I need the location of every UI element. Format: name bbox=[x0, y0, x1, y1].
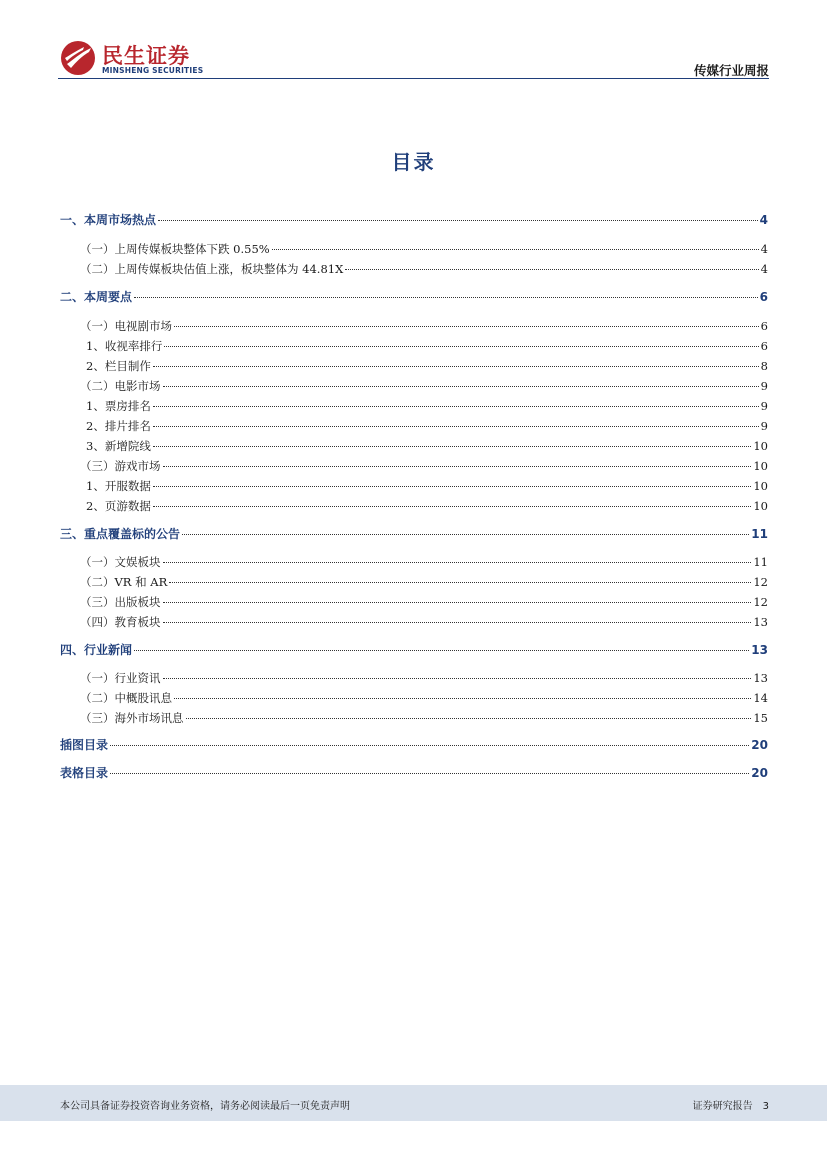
toc-dot-leader bbox=[110, 745, 749, 746]
toc-entry-page: 13 bbox=[753, 671, 768, 685]
toc-entry-label: 1、开服数据 bbox=[86, 479, 151, 493]
toc-dot-leader bbox=[153, 446, 752, 447]
toc-entry-page: 10 bbox=[753, 439, 768, 453]
toc-dot-leader bbox=[153, 406, 759, 407]
toc-dot-leader bbox=[153, 366, 759, 367]
toc-dot-leader bbox=[163, 562, 752, 563]
toc-entry-label: 一、本周市场热点 bbox=[60, 213, 157, 227]
toc-entry-page: 10 bbox=[753, 479, 768, 493]
footer-report-label: 证券研究报告 bbox=[692, 1101, 753, 1112]
toc-dot-leader bbox=[163, 602, 752, 603]
toc-entry[interactable] bbox=[60, 553, 768, 571]
toc-entry-page: 6 bbox=[760, 339, 768, 353]
toc-entry-page: 12 bbox=[753, 595, 768, 609]
toc-entry-page: 15 bbox=[753, 711, 768, 725]
logo-chinese-name: 民生证券 bbox=[102, 44, 190, 68]
toc-entry-label: 2、排片排名 bbox=[86, 419, 151, 433]
toc-entry-page: 6 bbox=[759, 290, 768, 304]
toc-entry-label: （一）行业资讯 bbox=[80, 671, 161, 685]
toc-dot-leader bbox=[174, 698, 751, 699]
toc-entry-label: （三）游戏市场 bbox=[80, 459, 161, 473]
minsheng-logo bbox=[58, 38, 218, 80]
toc-dot-leader bbox=[163, 622, 752, 623]
toc-entry[interactable] bbox=[60, 337, 768, 355]
toc-dot-leader bbox=[110, 773, 749, 774]
toc-entry[interactable] bbox=[60, 525, 768, 543]
toc-dot-leader bbox=[158, 220, 758, 221]
toc-entry-label: （二）上周传媒板块估值上涨，板块整体为 44.81X bbox=[80, 262, 344, 276]
toc-entry-label: （二）中概股讯息 bbox=[80, 691, 172, 705]
toc-dot-leader bbox=[153, 426, 759, 427]
toc-entry[interactable] bbox=[60, 240, 768, 258]
toc-entry-label: 二、本周要点 bbox=[60, 290, 133, 304]
toc-entry-label: 三、重点覆盖标的公告 bbox=[60, 527, 181, 541]
toc-dot-leader bbox=[272, 249, 759, 250]
toc-entry[interactable] bbox=[60, 377, 768, 395]
toc-entry[interactable] bbox=[60, 317, 768, 335]
toc-entry-label: （一）上周传媒板块整体下跌 0.55% bbox=[80, 242, 270, 256]
toc-entry[interactable] bbox=[60, 497, 768, 515]
toc-entry-page: 8 bbox=[760, 359, 768, 373]
toc-entry[interactable] bbox=[60, 260, 768, 278]
toc-entry-page: 4 bbox=[760, 262, 768, 276]
footer-page-number: 3 bbox=[762, 1101, 769, 1112]
toc-entry-label: （二）电影市场 bbox=[80, 379, 161, 393]
toc-entry-page: 10 bbox=[753, 459, 768, 473]
toc-entry-page: 10 bbox=[753, 499, 768, 513]
toc-entry-label: （一）文娱板块 bbox=[80, 555, 161, 569]
toc-dot-leader bbox=[153, 506, 752, 507]
toc-entry[interactable] bbox=[60, 573, 768, 591]
toc-entry-page: 9 bbox=[760, 379, 768, 393]
toc-entry[interactable] bbox=[60, 641, 768, 659]
report-type-title: 传媒行业周报 bbox=[693, 63, 769, 78]
toc-entry[interactable] bbox=[60, 288, 768, 306]
toc-dot-leader bbox=[134, 650, 749, 651]
toc-entry-label: （三）海外市场讯息 bbox=[80, 711, 184, 725]
toc-entry-label: 四、行业新闻 bbox=[60, 643, 133, 657]
toc-entry-label: 表格目录 bbox=[60, 766, 109, 780]
footer-right bbox=[683, 1097, 769, 1112]
toc-dot-leader bbox=[134, 297, 758, 298]
toc-entry[interactable] bbox=[60, 736, 768, 754]
toc-dot-leader bbox=[163, 386, 759, 387]
toc-entry[interactable] bbox=[60, 709, 768, 727]
toc-dot-leader bbox=[182, 534, 749, 535]
toc-entry[interactable] bbox=[60, 357, 768, 375]
toc-entry[interactable] bbox=[60, 437, 768, 455]
page-header bbox=[0, 0, 827, 90]
toc-entry-label: 1、收视率排行 bbox=[86, 339, 163, 353]
toc-entry[interactable] bbox=[60, 477, 768, 495]
toc-entry-label: （一）电视剧市场 bbox=[80, 319, 172, 333]
toc-entry[interactable] bbox=[60, 417, 768, 435]
toc-entry-label: （四）教育板块 bbox=[80, 615, 161, 629]
toc-entry-page: 6 bbox=[760, 319, 768, 333]
toc-entry-page: 13 bbox=[753, 615, 768, 629]
toc-dot-leader bbox=[345, 269, 758, 270]
toc-entry-label: 2、页游数据 bbox=[86, 499, 151, 513]
logo-english-name: MINSHENG SECURITIES bbox=[102, 66, 204, 75]
toc-entry-page: 4 bbox=[760, 242, 768, 256]
toc-dot-leader bbox=[163, 678, 752, 679]
toc-dot-leader bbox=[164, 346, 758, 347]
toc-heading: 目录 bbox=[391, 150, 436, 174]
minsheng-logo-icon bbox=[58, 38, 98, 78]
toc-entry-label: （二）VR 和 AR bbox=[80, 575, 168, 589]
toc-entry-page: 20 bbox=[751, 766, 768, 780]
toc-entry-label: 3、新增院线 bbox=[86, 439, 151, 453]
toc-dot-leader bbox=[153, 486, 752, 487]
toc-entry-label: 插图目录 bbox=[60, 738, 109, 752]
page-footer bbox=[0, 1085, 827, 1121]
toc-entry[interactable] bbox=[60, 457, 768, 475]
toc-dot-leader bbox=[163, 466, 752, 467]
footer-disclaimer: 本公司具备证券投资咨询业务资格，请务必阅读最后一页免责声明 bbox=[60, 1101, 350, 1112]
toc-entry[interactable] bbox=[60, 593, 768, 611]
toc-entry-label: 2、栏目制作 bbox=[86, 359, 151, 373]
toc-entry-page: 11 bbox=[751, 527, 768, 541]
toc-entry[interactable] bbox=[60, 613, 768, 631]
toc-entry-page: 9 bbox=[760, 399, 768, 413]
toc-entry-page: 13 bbox=[751, 643, 768, 657]
toc-entry[interactable] bbox=[60, 211, 768, 229]
toc-entry-page: 4 bbox=[759, 213, 768, 227]
toc-entry-page: 20 bbox=[751, 738, 768, 752]
header-divider bbox=[58, 78, 769, 79]
toc-entry-page: 14 bbox=[753, 691, 768, 705]
toc-dot-leader bbox=[186, 718, 752, 719]
toc-dot-leader bbox=[174, 326, 759, 327]
toc-entry-label: 1、票房排名 bbox=[86, 399, 151, 413]
toc-entry-page: 9 bbox=[760, 419, 768, 433]
toc-entry-page: 12 bbox=[753, 575, 768, 589]
toc-entry-label: （三）出版板块 bbox=[80, 595, 161, 609]
toc-entry-page: 11 bbox=[753, 555, 768, 569]
toc-entry[interactable] bbox=[60, 689, 768, 707]
toc-entry[interactable] bbox=[60, 397, 768, 415]
toc-dot-leader bbox=[169, 582, 751, 583]
toc-entry[interactable] bbox=[60, 669, 768, 687]
toc-entry[interactable] bbox=[60, 764, 768, 782]
